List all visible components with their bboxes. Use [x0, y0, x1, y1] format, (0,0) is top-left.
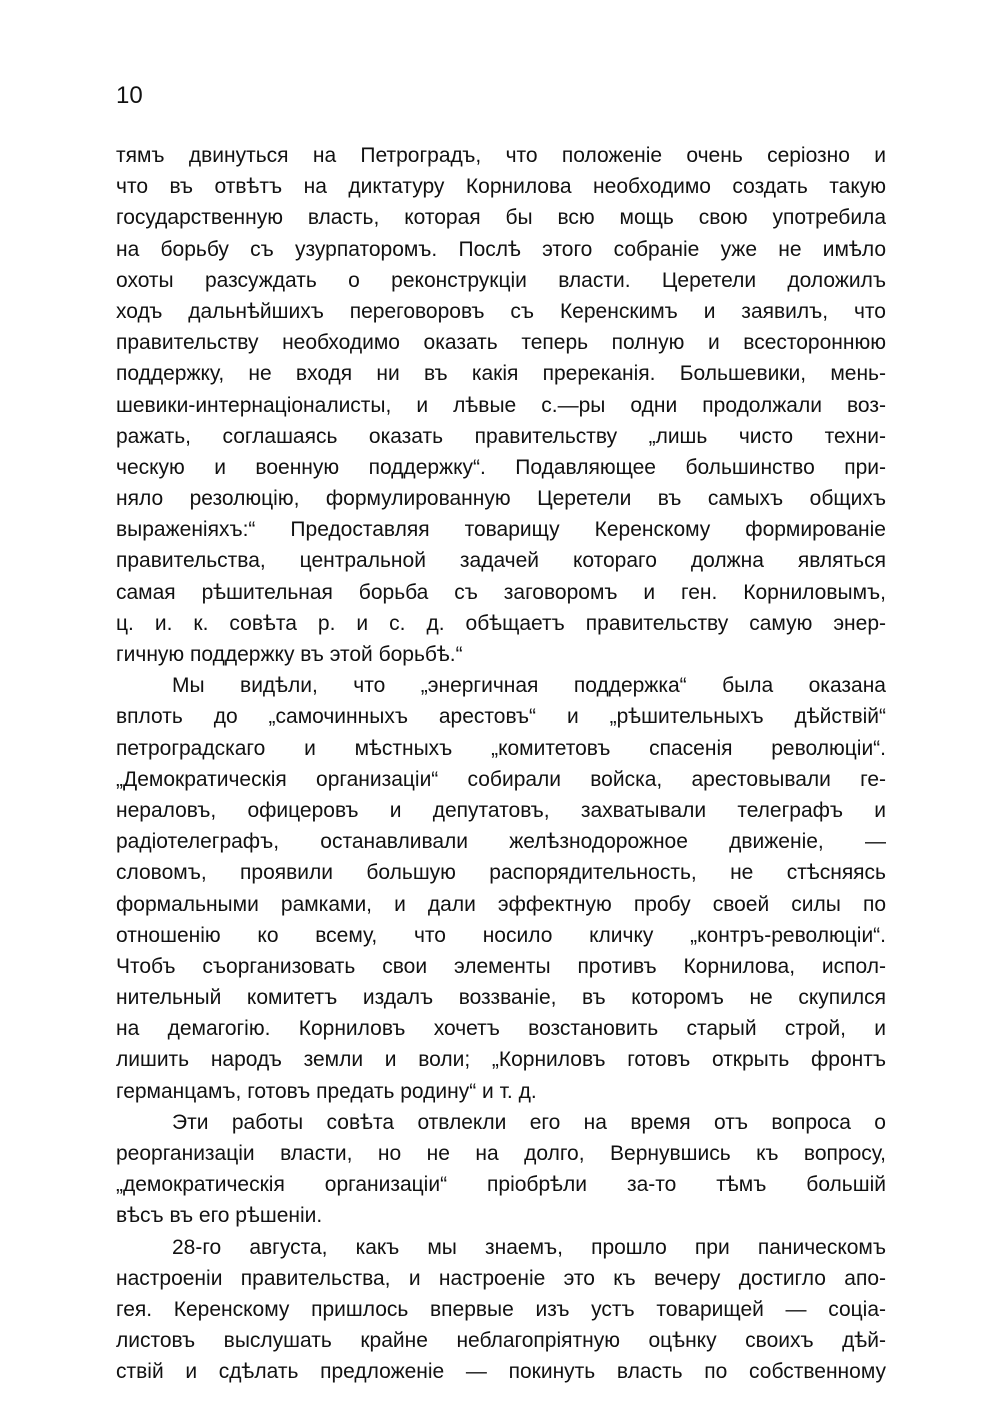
text-line: германцамъ, готовъ предать родину“ и т. д. — [116, 1079, 537, 1103]
body-text — [116, 140, 886, 1388]
text-line: Чтобъ съорганизовать свои элементы противъ Корнилова, испол- — [116, 954, 886, 978]
text-line: ц. и. к. совѣта р. и с. д. обѣщаетъ правительству самую энер- — [116, 611, 886, 635]
text-line: формальными рамками, и дали эффектную пробу своей силы по — [116, 892, 886, 916]
text-line: тямъ двинуться на Петроградъ, что положеніе очень серіозно и — [116, 144, 886, 167]
text-line: выраженіяхъ:“ Предоставляя товарищу Керенскому формированіе — [116, 518, 886, 542]
paragraph — [116, 1232, 886, 1388]
text-line: самая рѣшительная борьба съ заговоромъ и ген. Корниловымъ, — [116, 580, 886, 604]
text-line: лишить народъ земли и воли; „Корниловъ готовъ открыть фронтъ — [116, 1048, 886, 1072]
text-line: нераловъ, офицеровъ и депутатовъ, захватывали телеграфъ и — [116, 798, 886, 822]
text-line: гея. Керенскому пришлось впервые изъ устъ товарищей — соціа- — [116, 1297, 886, 1321]
text-line: петроградскаго и мѣстныхъ „комитетовъ спасенія революціи“. — [116, 736, 886, 760]
text-line: ражать, соглашаясь оказать правительству „лишь чисто техни- — [116, 424, 886, 448]
text-line: реорганизаціи власти, но не на долго, Вернувшись къ вопросу, — [116, 1142, 886, 1165]
text-line: настроеніи правительства, и настроеніе это къ вечеру достигло апо- — [116, 1266, 886, 1290]
text-line: правительству необходимо оказать теперь полную и всестороннюю — [116, 331, 886, 355]
text-line: отношенію ко всему, что носило кличку „контръ-революціи“. — [116, 923, 886, 947]
text-line: нительный комитетъ издалъ воззваніе, въ которомъ не скупился — [116, 986, 886, 1010]
text-line: вплоть до „самочинныхъ арестовъ“ и „рѣшительныхъ дѣйствій“ — [116, 705, 886, 729]
text-line: Эти работы совѣта отвлекли его на время отъ вопроса о — [172, 1110, 886, 1134]
text-line: государственную власть, которая бы всю мощь свою употребила — [116, 206, 886, 230]
paragraph — [116, 140, 886, 670]
paragraph — [116, 1107, 886, 1232]
text-line: няло резолюцію, формулированную Церетели въ самыхъ общихъ — [116, 487, 886, 511]
text-line: листовъ выслушать крайне неблагопріятную оцѣнку своихъ дѣй- — [116, 1329, 886, 1353]
text-line: ческую и военную поддержку“. Подавляющее большинство при- — [116, 455, 886, 479]
text-line: вѣсъ въ его рѣшеніи. — [116, 1204, 323, 1228]
text-line: правительства, центральной задачей котораго должна являться — [116, 549, 886, 573]
text-line: что въ отвѣтъ на диктатуру Корнилова необходимо создать такую — [116, 175, 886, 199]
text-line: словомъ, проявили большую распорядительность, не стѣсняясь — [116, 861, 886, 885]
text-line: на борьбу съ узурпаторомъ. Послѣ этого собраніе уже не имѣло — [116, 237, 886, 261]
text-line: Мы видѣли, что „энергичная поддержка“ была оказана — [172, 674, 886, 698]
text-line: охоты разсуждать о реконструкціи власти. Церетели доложилъ — [116, 268, 886, 292]
text-line: ходъ дальнѣйшихъ переговоровъ съ Керенскимъ и заявилъ, что — [116, 299, 886, 323]
text-line: „демократическія организаціи“ пріобрѣли за-то тѣмъ большій — [116, 1173, 886, 1197]
text-line: на демагогію. Корниловъ хочетъ возстановить старый строй, и — [116, 1017, 886, 1041]
text-line: „Демократическія организаціи“ собирали войска, арестовывали ге- — [116, 767, 886, 791]
page-number: 10 — [116, 82, 143, 109]
text-line: поддержку, не входя ни въ какія пререканія. Большевики, мень- — [116, 362, 886, 386]
text-line: шевики-интернаціоналисты, и лѣвые с.—ры одни продолжали воз- — [116, 393, 886, 417]
text-line: 28-го августа, какъ мы знаемъ, прошло при паническомъ — [172, 1235, 886, 1259]
paragraph — [116, 670, 886, 1107]
text-line: ствій и сдѣлать предложеніе — покинуть власть по собственному — [116, 1360, 886, 1384]
text-line: радіотелеграфъ, останавливали желѣзнодорожное движеніе, — — [116, 830, 886, 854]
text-line: гичную поддержку въ этой борьбѣ.“ — [116, 643, 463, 666]
